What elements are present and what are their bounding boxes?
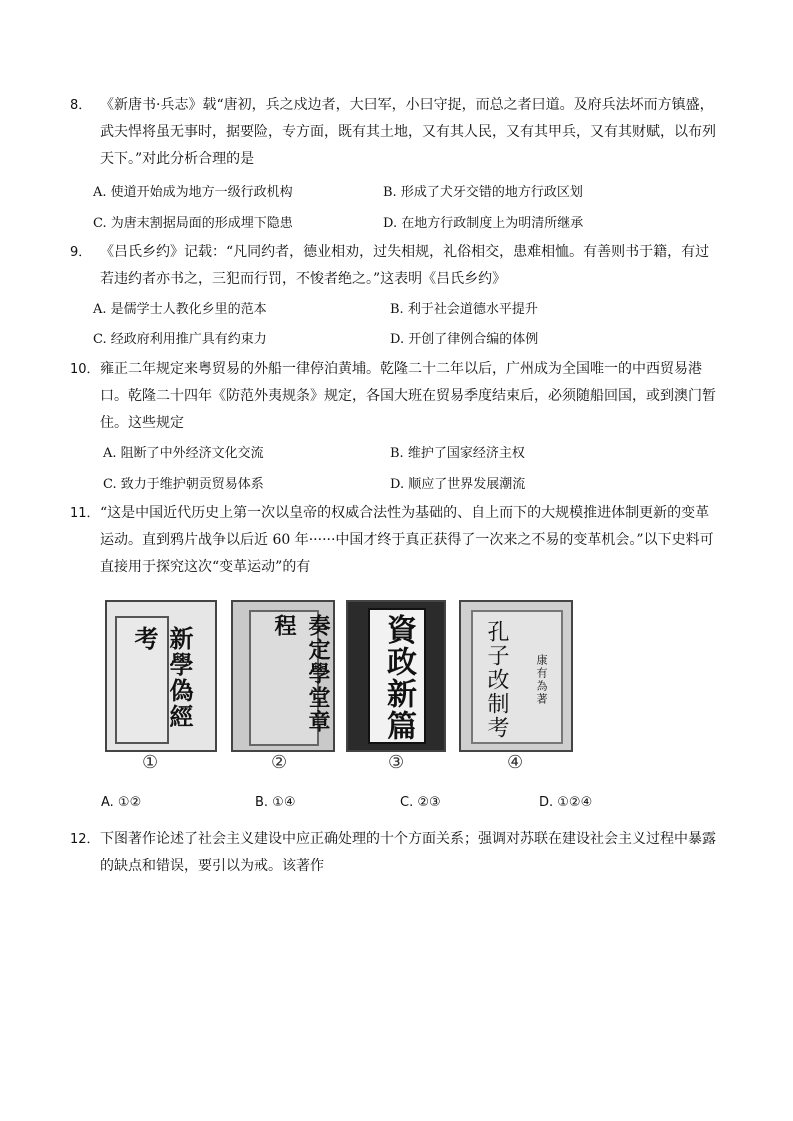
question-12 (70, 826, 720, 880)
book-covers (105, 600, 575, 780)
option-a[interactable]: A. 阻断了中外经济文化交流 (103, 446, 264, 461)
book-label-3: ③ (388, 752, 405, 773)
option-d[interactable]: D. 开创了律例合编的体例 (390, 332, 539, 347)
question-number: 12． (70, 832, 100, 847)
option-c[interactable]: C. 致力于维护朝贡贸易体系 (103, 477, 264, 492)
option-d[interactable]: D. ①②④ (539, 795, 593, 810)
question-stem: 《吕氏乡约》记载：“凡同约者，德业相劝，过失相规，礼俗相交，患难相恤。有善则书于籍，有过若违约者亦书之，三犯而行罚，不悛者绝之。”这表明《吕氏乡约》 (100, 244, 710, 287)
question-number: 10． (70, 362, 100, 377)
book-title: 奏定學堂章程 (271, 614, 331, 734)
option-d[interactable]: D. 在地方行政制度上为明清所继承 (383, 216, 584, 231)
book-author: 康有為著 (535, 654, 548, 706)
option-c[interactable]: C. 经政府利用推广具有约束力 (93, 332, 267, 347)
book-title: 新學偽經考 (130, 626, 194, 730)
option-a[interactable]: A. ①② (101, 795, 142, 810)
option-a[interactable]: A. 使道开始成为地方一级行政机构 (93, 185, 293, 200)
question-stem: “这是中国近代历史上第一次以皇帝的权威合法性为基础的、自上而下的大规模推进体制更新的变革运动。直到鸦片战争以后近 60 年······中国才终于真正获得了一次来之不易的变革机会。”以下史料可直接用于探究这次“变革运动”的有 (100, 505, 714, 575)
book-cover-4 (459, 600, 573, 752)
book-cover-3 (346, 600, 446, 752)
option-b[interactable]: B. 形成了犬牙交错的地方行政区划 (383, 185, 583, 200)
book-cover-2 (231, 600, 335, 752)
book-label-2: ② (271, 752, 288, 773)
question-number: 11． (70, 506, 100, 521)
book-cover-1 (105, 600, 217, 752)
question-number: 9． (70, 245, 92, 260)
question-stem: 《新唐书·兵志》载“唐初，兵之戍边者，大曰军，小曰守捉，而总之者曰道。及府兵法坏而方镇盛，武夫悍将虽无事时，据要险，专方面，既有其土地，又有其人民，又有其甲兵，又有其财赋，以布列天下。”对此分析合理的是 (100, 97, 716, 167)
book-label-1: ① (142, 752, 159, 773)
book-title: 資政新篇 (381, 614, 416, 742)
question-stem: 下图著作论述了社会主义建设中应正确处理的十个方面关系；强调对苏联在建设社会主义过程中暴露的缺点和错误，要引以为戒。该著作 (100, 831, 716, 874)
question-11 (70, 500, 720, 581)
question-stem: 雍正二年规定来粤贸易的外船一律停泊黄埔。乾隆二十二年以后，广州成为全国唯一的中西贸易港口。乾隆二十四年《防范外夷规条》规定，各国大班在贸易季度结束后，必须随船回国，或到澳门暂住。这些规定 (100, 361, 716, 431)
option-c[interactable]: C. ②③ (400, 795, 441, 810)
option-c[interactable]: C. 为唐末割据局面的形成埋下隐患 (93, 216, 293, 231)
option-a[interactable]: A. 是儒学士人教化乡里的范本 (93, 302, 267, 317)
question-10 (70, 356, 720, 437)
book-title: 孔子改制考 (484, 620, 509, 740)
option-d[interactable]: D. 顺应了世界发展潮流 (390, 477, 526, 492)
option-b[interactable]: B. 利于社会道德水平提升 (390, 302, 538, 317)
option-b[interactable]: B. 维护了国家经济主权 (390, 446, 525, 461)
question-9 (70, 239, 720, 293)
option-b[interactable]: B. ①④ (255, 795, 296, 810)
book-label-4: ④ (507, 752, 524, 773)
question-8 (70, 92, 720, 173)
question-number: 8． (70, 98, 92, 113)
